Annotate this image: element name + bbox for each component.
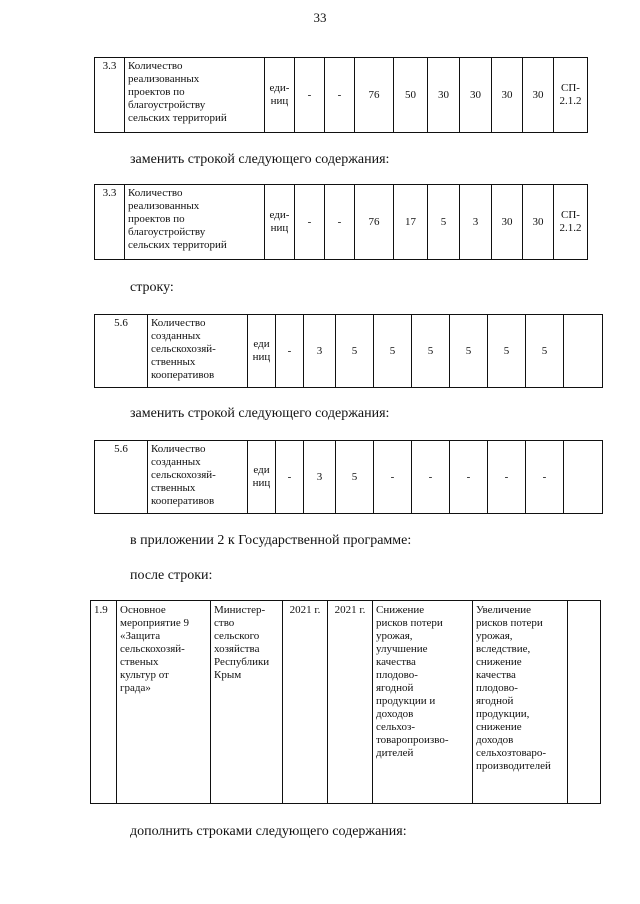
value-cell: - bbox=[488, 441, 526, 514]
indicator-name: Количество созданных сельскохозяй- ственных кооперативов bbox=[148, 441, 248, 514]
code-cell: СП- 2.1.2 bbox=[554, 58, 588, 133]
value-cell: 5 bbox=[336, 441, 374, 514]
instruction-row: строку: bbox=[130, 280, 174, 295]
event-name: Основное мероприятие 9 «Защита сельскохозяй- ственых культур от града» bbox=[117, 601, 211, 804]
table-row bbox=[95, 185, 588, 260]
indicator-name: Количество реализованных проектов по благоустройству сельских территорий bbox=[125, 185, 265, 260]
value-cell: 50 bbox=[394, 58, 428, 133]
value-cell: 5 bbox=[488, 315, 526, 388]
value-cell: - bbox=[276, 315, 304, 388]
value-cell: - bbox=[450, 441, 488, 514]
start-year: 2021 г. bbox=[283, 601, 328, 804]
value-cell: - bbox=[526, 441, 564, 514]
indicator-name: Количество созданных сельскохозяй- ственных кооперативов bbox=[148, 315, 248, 388]
value-cell: 30 bbox=[460, 58, 492, 133]
value-cell: - bbox=[295, 58, 325, 133]
value-cell: 30 bbox=[492, 58, 523, 133]
value-cell: 30 bbox=[492, 185, 523, 260]
end-year: 2021 г. bbox=[328, 601, 373, 804]
value-cell: - bbox=[325, 185, 355, 260]
value-cell: - bbox=[412, 441, 450, 514]
instruction-after-row: после строки: bbox=[130, 568, 213, 583]
unit-cell: еди ниц bbox=[248, 441, 276, 514]
value-cell: 30 bbox=[428, 58, 460, 133]
value-cell: 30 bbox=[523, 58, 554, 133]
table-row bbox=[95, 58, 588, 133]
instruction-supplement: дополнить строками следующего содержания: bbox=[130, 824, 407, 839]
row-number: 5.6 bbox=[95, 315, 148, 388]
value-cell: 5 bbox=[526, 315, 564, 388]
table-row bbox=[95, 441, 603, 514]
expected-result: Снижение рисков потери урожая, улучшение качества плодово- ягодной продукции и доходов сельхоз- товаропроизво- дителей bbox=[373, 601, 473, 804]
code-cell bbox=[564, 315, 603, 388]
executor-cell: Министер- ство сельского хозяйства Республики Крым bbox=[211, 601, 283, 804]
value-cell: 5 bbox=[450, 315, 488, 388]
table-row bbox=[91, 601, 601, 804]
value-cell: 5 bbox=[336, 315, 374, 388]
code-cell: СП- 2.1.2 bbox=[554, 185, 588, 260]
indicator-table-5-6-new bbox=[94, 440, 603, 514]
row-number: 5.6 bbox=[95, 441, 148, 514]
program-table bbox=[90, 600, 601, 804]
value-cell: 76 bbox=[355, 185, 394, 260]
instruction-appendix: в приложении 2 к Государственной программе: bbox=[130, 533, 412, 548]
page-number: 33 bbox=[313, 10, 327, 25]
value-cell: 76 bbox=[355, 58, 394, 133]
extra-cell bbox=[568, 601, 601, 804]
value-cell: 17 bbox=[394, 185, 428, 260]
indicator-name: Количество реализованных проектов по благоустройству сельских территорий bbox=[125, 58, 265, 133]
value-cell: - bbox=[276, 441, 304, 514]
unit-cell: еди- ниц bbox=[265, 185, 295, 260]
value-cell: 5 bbox=[374, 315, 412, 388]
value-cell: 3 bbox=[304, 441, 336, 514]
value-cell: 3 bbox=[460, 185, 492, 260]
unit-cell: еди- ниц bbox=[265, 58, 295, 133]
value-cell: 5 bbox=[428, 185, 460, 260]
unit-cell: еди ниц bbox=[248, 315, 276, 388]
row-number: 1.9 bbox=[91, 601, 117, 804]
consequence-cell: Увеличение рисков потери урожая, вследствие, снижение качества плодово- ягодной продукции, снижение доходов сельхозтоваро- производителей bbox=[473, 601, 568, 804]
value-cell: - bbox=[295, 185, 325, 260]
value-cell: - bbox=[374, 441, 412, 514]
value-cell: 3 bbox=[304, 315, 336, 388]
code-cell bbox=[564, 441, 603, 514]
row-number: 3.3 bbox=[95, 185, 125, 260]
indicator-table-3-3-new bbox=[94, 184, 588, 260]
value-cell: 5 bbox=[412, 315, 450, 388]
instruction-replace-2: заменить строкой следующего содержания: bbox=[130, 406, 390, 421]
table-row bbox=[95, 315, 603, 388]
value-cell: 30 bbox=[523, 185, 554, 260]
indicator-table-3-3-old bbox=[94, 57, 588, 133]
indicator-table-5-6-old bbox=[94, 314, 603, 388]
value-cell: - bbox=[325, 58, 355, 133]
instruction-replace-1: заменить строкой следующего содержания: bbox=[130, 152, 390, 167]
row-number: 3.3 bbox=[95, 58, 125, 133]
